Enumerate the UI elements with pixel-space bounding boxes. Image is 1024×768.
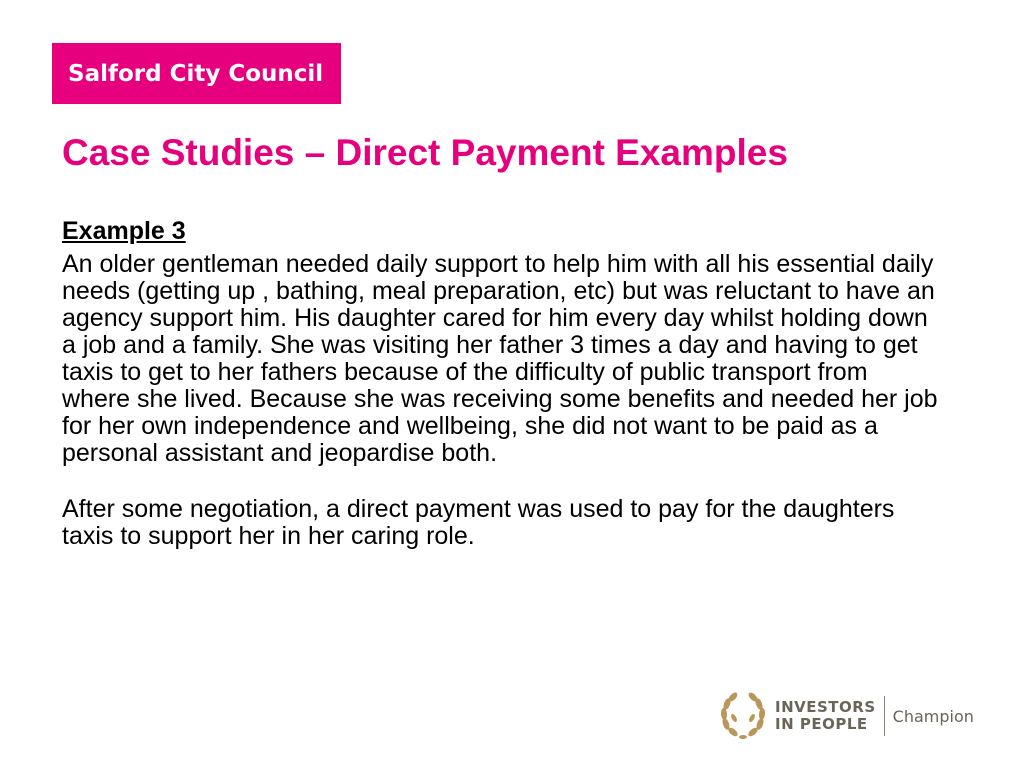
- iip-line-1: INVESTORS: [775, 698, 876, 716]
- iip-divider: [884, 696, 885, 736]
- slide-title: Case Studies – Direct Payment Examples: [62, 132, 788, 173]
- logo-text: Salford City Council: [68, 60, 324, 87]
- salford-city-council-logo: [52, 43, 341, 104]
- example-paragraph-2: After some negotiation, a direct payment was used to pay for the daughters taxis to support her in her caring role.: [62, 495, 895, 550]
- iip-line-2: IN PEOPLE: [775, 715, 868, 733]
- slide-content: [62, 218, 942, 550]
- iip-wordmark: [775, 699, 876, 733]
- laurel-wreath-icon: [718, 690, 768, 742]
- iip-champion-label: Champion: [892, 706, 974, 726]
- example-paragraph-1: An older gentleman needed daily support to help him with all his essential daily needs (getting up , bathing, meal preparation, etc) but was reluctant to have an agency support him. His daughter cared for him every day whilst holding down a job and a family. She was visiting her father 3 times a day and having to get taxis to get to her fathers because of the difficulty of public transport from where she lived. Because she was receiving some benefits and needed her job for her own independence and wellbeing, she did not want to be paid as a personal assistant and jeopardise both.: [62, 250, 938, 467]
- example-heading: Example 3: [62, 217, 186, 245]
- investors-in-people-logo: [718, 690, 988, 742]
